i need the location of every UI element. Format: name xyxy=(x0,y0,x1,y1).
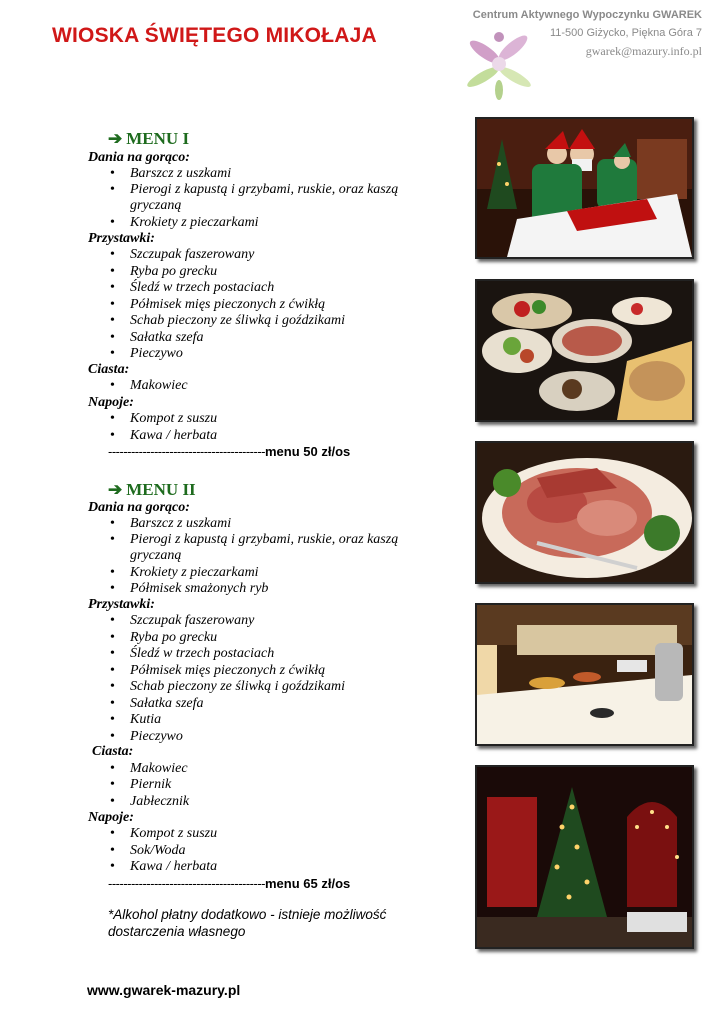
menu-2-hot-item: • Pierogi z kapustą i grzybami, ruskie, oraz kaszą xyxy=(130,532,398,548)
menu-1-starter-item: • Sałatka szefa xyxy=(130,330,204,346)
menu-2-starters-label: Przystawki: xyxy=(88,597,155,612)
menu-1-title: MENU I xyxy=(126,129,190,148)
menu-2-hot-item: • Krokiety z pieczarkami xyxy=(130,565,259,581)
menu-1-hot-item-continued: gryczaną xyxy=(130,198,182,213)
photo-cold-buffet-platters xyxy=(475,279,694,422)
menu-2-heading xyxy=(108,480,196,500)
menu-1-starters-label: Przystawki: xyxy=(88,231,155,246)
menu-2-starter-item: • Pieczywo xyxy=(130,729,183,745)
menu-2-starter-item: • Ryba po grecku xyxy=(130,630,217,646)
organization-address: 11-500 Giżycko, Piękna Góra 7 xyxy=(549,27,702,39)
menu-1-price-line xyxy=(108,444,350,459)
menu-2-starter-item: • Szczupak faszerowany xyxy=(130,613,254,629)
menu-2-starter-item: • Kutia xyxy=(130,712,161,728)
menu-2-price-line xyxy=(108,876,350,891)
arrow-right-icon: ➔ xyxy=(108,480,123,499)
menu-2-starter-item: • Sałatka szefa xyxy=(130,696,204,712)
menu-2-drinks-label: Napoje: xyxy=(88,810,134,825)
menu-2-hot-item-continued: gryczaną xyxy=(130,548,182,563)
alcohol-note: *Alkohol płatny dodatkowo - istnieje możliwość dostarczenia własnego xyxy=(108,907,387,939)
organization-email[interactable]: gwarek@mazury.info.pl xyxy=(585,44,702,58)
menu-2-hot-item: • Półmisek smażonych ryb xyxy=(130,581,268,597)
menu-1-heading xyxy=(108,129,189,149)
menu-2-drink-item: • Kawa / herbata xyxy=(130,859,217,875)
menu-1-price-dashes: ----------------------------------------- xyxy=(108,444,265,459)
menu-1-starter-item: • Szczupak faszerowany xyxy=(130,247,254,263)
photo-cold-cuts-platter xyxy=(475,441,694,584)
menu-2-starter-item: • Schab pieczony ze śliwką i goździkami xyxy=(130,679,345,695)
menu-1-cake-item: • Makowiec xyxy=(130,378,188,394)
arrow-right-icon: ➔ xyxy=(108,129,123,148)
photo-christmas-tree-hall xyxy=(475,765,694,949)
menu-2-starter-item: • Śledź w trzech postaciach xyxy=(130,646,274,662)
menu-1-starter-item: • Pieczywo xyxy=(130,346,183,362)
photo-santa-elves-table xyxy=(475,117,694,259)
menu-2-starter-item: • Półmisek mięs pieczonych z ćwikłą xyxy=(130,663,325,679)
menu-1-price: menu 50 zł/os xyxy=(265,444,351,459)
organization-name: Centrum Aktywnego Wypoczynku GWAREK xyxy=(472,9,702,21)
menu-2-drink-item: • Kompot z suszu xyxy=(130,826,217,842)
photo-buffet-hall xyxy=(475,603,694,746)
menu-2-drink-item: • Sok/Woda xyxy=(130,843,185,859)
menu-1-cakes-label: Ciasta: xyxy=(88,362,130,377)
menu-2-title: MENU II xyxy=(126,480,196,499)
menu-1-starter-item: • Schab pieczony ze śliwką i goździkami xyxy=(130,313,345,329)
menu-1-hot-item: • Barszcz z uszkami xyxy=(130,166,231,182)
menu-1-hot-item: • Pierogi z kapustą i grzybami, ruskie, oraz kaszą xyxy=(130,182,398,198)
menu-1-drink-item: • Kompot z suszu xyxy=(130,411,217,427)
menu-2-cake-item: • Piernik xyxy=(130,777,171,793)
menu-1-drink-item: • Kawa / herbata xyxy=(130,428,217,444)
menu-2-cake-item: • Jabłecznik xyxy=(130,794,189,810)
menu-1-drinks-label: Napoje: xyxy=(88,395,134,410)
page-title: WIOSKA ŚWIĘTEGO MIKOŁAJA xyxy=(52,24,377,47)
menu-1-starter-item: • Ryba po grecku xyxy=(130,264,217,280)
menu-1-hot-item: • Krokiety z pieczarkami xyxy=(130,215,259,231)
menu-2-cakes-label: Ciasta: xyxy=(92,744,134,759)
menu-2-hot-item: • Barszcz z uszkami xyxy=(130,516,231,532)
menu-2-cake-item: • Makowiec xyxy=(130,761,188,777)
menu-1-starter-item: • Śledź w trzech postaciach xyxy=(130,280,274,296)
website-link[interactable]: www.gwarek-mazury.pl xyxy=(87,982,241,998)
gwarek-logo xyxy=(455,22,545,102)
menu-2-price-dashes: ----------------------------------------- xyxy=(108,876,265,891)
menu-2-hot-label: Dania na gorąco: xyxy=(88,500,190,515)
menu-2-price: menu 65 zł/os xyxy=(265,876,351,891)
menu-1-starter-item: • Półmisek mięs pieczonych z ćwikłą xyxy=(130,297,325,313)
menu-1-hot-label: Dania na gorąco: xyxy=(88,150,190,165)
